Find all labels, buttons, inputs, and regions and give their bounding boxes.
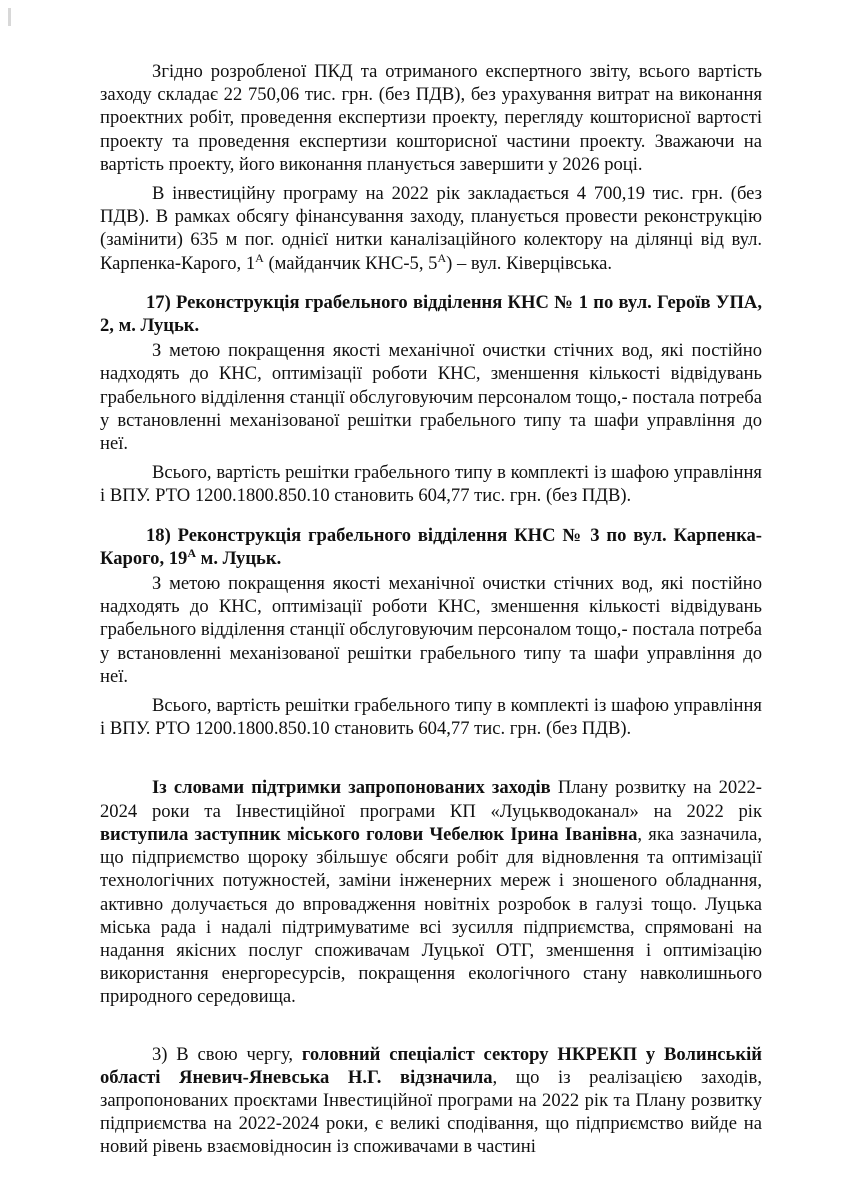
paragraph-cost-total: Згідно розробленої ПКД та отриманого експертного звіту, всього вартість заходу складає 22 750,06 тис. грн. (без ПДВ), без урахування витрат на виконання проектних робіт, проведення експертизи проекту, перегляду кошторисної вартості проекту та проведення експертизи кошторисної частини проекту. Зважаючи на вартість проекту, його виконання планується завершити у 2026 році. (100, 61, 762, 175)
scan-mark (8, 8, 11, 26)
paragraph-item-18-cost: Всього, вартість решітки грабельного типу в комплекті із шафою управління і ВПУ. РТО 1200.1800.850.10 становить 604,77 тис. грн. (без ПДВ). (100, 695, 762, 740)
paragraph-item-17-purpose: З метою покращення якості механічної очистки стічних вод, які постійно надходять до КНС, оптимізації роботи КНС, зменшення кількості відвідувань грабельного відділення станції обслуговуючим персоналом тощо,- постала потреба у встановленні механізованої решітки грабельного типу та шафи управління до неї. (100, 340, 762, 455)
paragraph-support-speech: Із словами підтримки запропонованих заходів Плану розвитку на 2022-2024 роки та Інвестиційної програми КП «Луцькводоканал» на 2022 рік виступила заступник міського голови Чебелюк Ірина Іванівна, яка зазначила, що підприємство щороку збільшує обсяги робіт для відновлення та оптимізації технологічних потужностей, заміни інженерних мереж і зношеного обладнання, активно долучається до впровадження новітніх розробок в галузі тощо. Луцька міська рада і надалі підтримуватиме всі зусилля підприємства, спрямовані на надання якісних послуг споживачам Луцької ОТГ, зменшення і оптимізацію використання енергоресурсів, покращення екологічного стану навколишнього природного середовища. (100, 777, 762, 1008)
heading-item-17: 17) Реконструкція грабельного відділення КНС № 1 по вул. Героїв УПА, 2, м. Луцьк. (100, 291, 762, 337)
paragraph-item-18-purpose: З метою покращення якості механічної очистки стічних вод, які постійно надходять до КНС, оптимізації роботи КНС, зменшення кількості відвідувань грабельного відділення станції обслуговуючим персоналом тощо,- постала потреба у встановленні механізованої решітки грабельного типу та шафи управління до неї. (100, 573, 762, 687)
paragraph-item-17-cost: Всього, вартість решітки грабельного типу в комплекті із шафою управління і ВПУ. РТО 1200.1800.850.10 становить 604,77 тис. грн. (без ПДВ). (100, 462, 762, 507)
paragraph-nkrekp-speech: 3) В свою чергу, головний спеціаліст сектору НКРЕКП у Волинській області Яневич-Яневська Н.Г. відзначила, що із реалізацією заходів, запропонованих проєктами Інвестиційної програми на 2022 рік та Плану розвитку підприємства на 2022-2024 роки, є великі сподівання, що підприємство вийде на новий рівень взаємовідносин із споживачами в частині (100, 1043, 762, 1158)
heading-item-18: 18) Реконструкція грабельного відділення КНС № 3 по вул. Карпенка-Карого, $19^А$ м. Луцьк. (100, 524, 762, 569)
paragraph-investment-2022: В інвестиційну програму на 2022 рік закладається 4 700,19 тис. грн. (без ПДВ). В рамках обсягу фінансування заходу, планується провести реконструкцію (замінити) 635 м пог. однієї нитки каналізаційного колектору на ділянці від вул. Карпенка-Карого, $1^А$ (майданчик КНС-5, $5^А$) – вул. Ківерцівська. (100, 183, 762, 274)
document-page (100, 60, 762, 1159)
